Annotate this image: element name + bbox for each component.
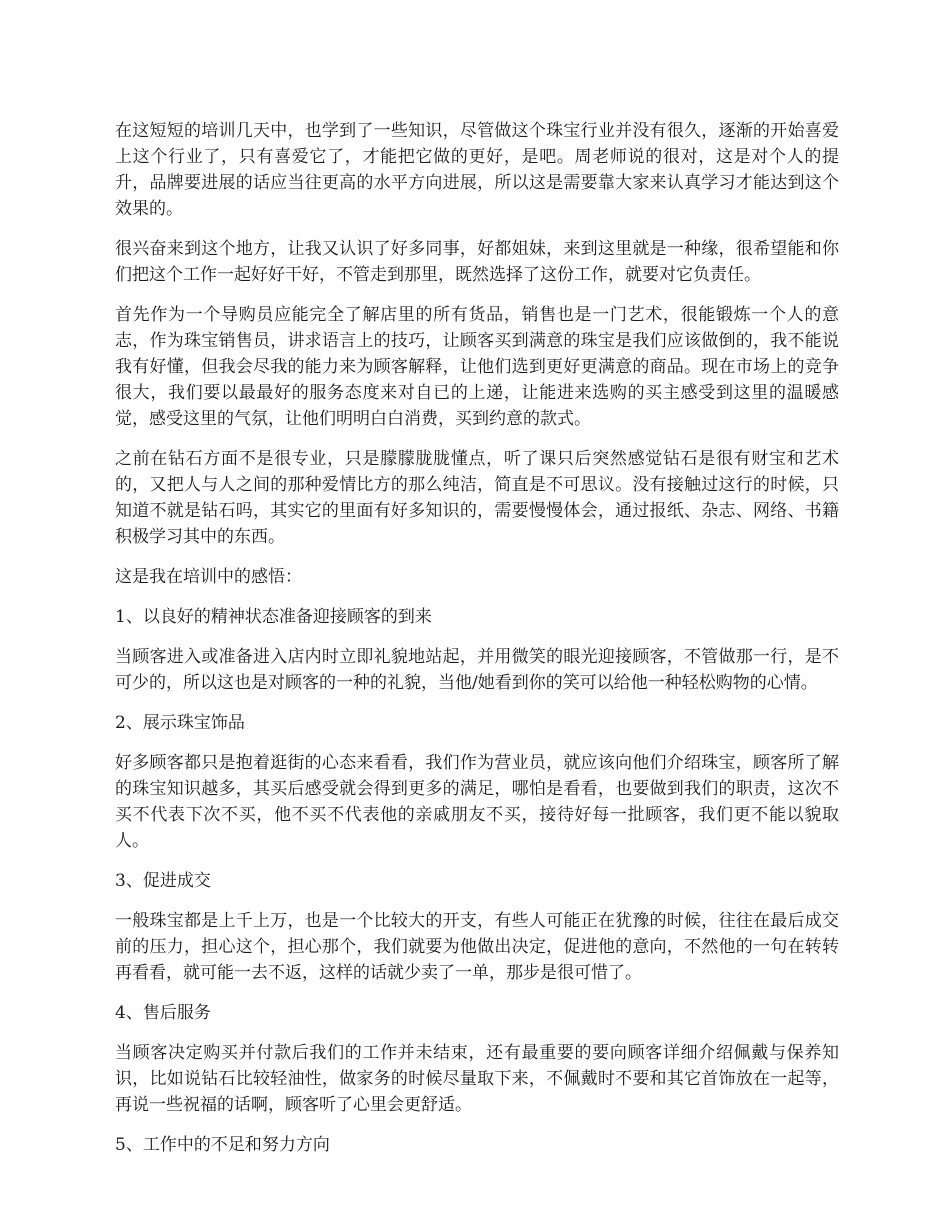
section-heading-4: 4、售后服务 [115, 1003, 211, 1023]
document-body [115, 118, 839, 1172]
section-body-1: 当顾客进入或准备进入店内时立即礼貌地站起，并用微笑的眼光迎接顾客，不管做那一行，是不可少的，所以这也是对顾客的一种的礼貌，当他/她看到你的笑可以给他一种轻松购物的心情。 [115, 647, 839, 693]
section-heading-3: 3、促进成交 [115, 871, 211, 891]
section-heading-5: 5、工作中的不足和努力方向 [115, 1135, 330, 1155]
paragraph-diamonds: 之前在钻石方面不是很专业，只是朦朦胧胧懂点，听了课只后突然感觉钻石是很有财宝和艺术的，又把人与人之间的那种爱情比方的那么纯洁，简直是不可思议。没有接触过这行的时候，只知道不就是钻石吗，其实它的里面有好多知识的，需要慢慢体会，通过报纸、杂志、网络、书籍积极学习其中的东西。 [115, 449, 839, 547]
section-body-2: 好多顾客都只是抱着逛街的心态来看看，我们作为营业员，就应该向他们介绍珠宝，顾客所了解的珠宝知识越多，其买后感受就会得到更多的满足，哪怕是看看，也要做到我们的职责，这次不买不代表下次不买，他不买不代表他的亲戚朋友不买，接待好每一批顾客，我们更不能以貌取人。 [115, 753, 839, 851]
paragraph-intro: 在这短短的培训几天中，也学到了一些知识，尽管做这个珠宝行业并没有很久，逐渐的开始喜爱上这个行业了，只有喜爱它了，才能把它做的更好，是吧。周老师说的很对，这是对个人的提升，品牌要进展的话应当往更高的水平方向进展，所以这是需要靠大家来认真学习才能达到这个效果的。 [115, 121, 839, 219]
paragraph-colleagues: 很兴奋来到这个地方，让我又认识了好多同事，好都姐妹，来到这里就是一种缘，很希望能和你们把这个工作一起好好干好，不管走到那里，既然选择了这份工作，就要对它负责任。 [115, 239, 839, 285]
paragraph-salesperson: 首先作为一个导购员应能完全了解店里的所有货品，销售也是一门艺术，很能锻炼一个人的意志，作为珠宝销售员，讲求语言上的技巧，让顾客买到满意的珠宝是我们应该做倒的，我不能说我有好懂，但我会尽我的能力来为顾客解释，让他们选到更好更满意的商品。现在市场上的竞争很大，我们要以最最好的服务态度来对自已的上递，让能进来选购的买主感受到这里的温暖感觉，感受这里的气氛，让他们明明白白消费，买到约意的款式。 [115, 305, 839, 429]
paragraph-insights-lead: 这是我在培训中的感悟： [115, 567, 302, 587]
section-body-3: 一般珠宝都是上千上万，也是一个比较大的开支，有些人可能正在犹豫的时候，往往在最后成交前的压力，担心这个，担心那个，我们就要为他做出决定，促进他的意向，不然他的一句在转转再看看，就可能一去不返，这样的话就少卖了一单，那步是很可惜了。 [115, 911, 839, 983]
section-heading-1: 1、以良好的精神状态准备迎接顾客的到来 [115, 607, 432, 627]
section-heading-2: 2、展示珠宝饰品 [115, 713, 245, 733]
section-body-4: 当顾客决定购买并付款后我们的工作并未结束，还有最重要的要向顾客详细介绍佩戴与保养知识，比如说钻石比较轻油性，做家务的时候尽量取下来，不佩戴时不要和其它首饰放在一起等，再说一些祝福的话啊，顾客听了心里会更舒适。 [115, 1043, 839, 1115]
